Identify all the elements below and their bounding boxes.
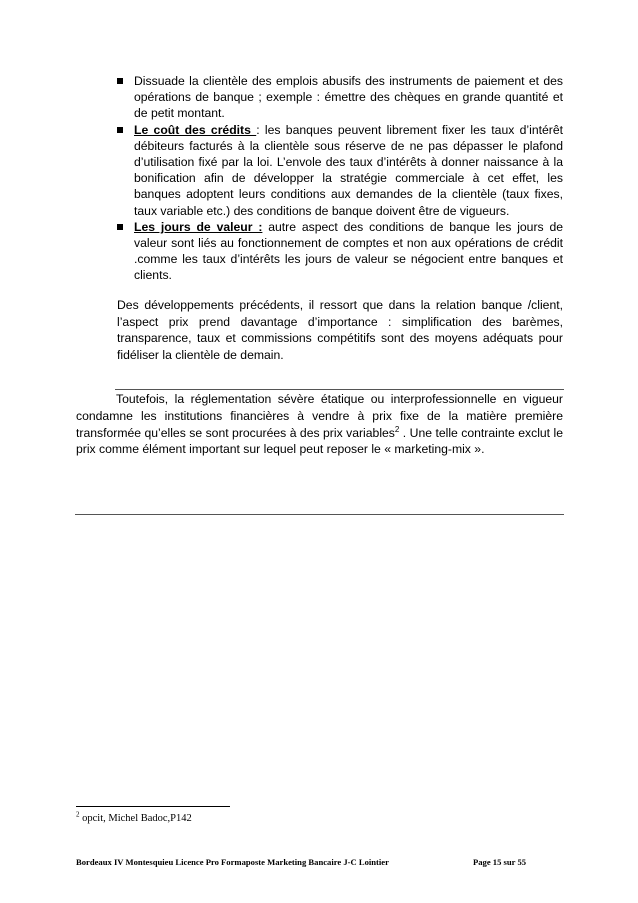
footnote-number: 2 — [76, 810, 80, 819]
paragraph-toutefois — [76, 391, 563, 458]
footer-page-number: Page 15 sur 55 — [473, 857, 527, 867]
footnote-separator — [76, 806, 230, 807]
bullet-item-jours-valeur — [117, 219, 563, 284]
bullet-text: Dissuade la clientèle des emplois abusifs des instruments de paiement et des opérations de banque ; exemple : émettre des chèques en grande quantité et de petit montant. — [134, 74, 563, 121]
bullet-item-dissuade — [117, 73, 563, 122]
footer-course-info: Bordeaux IV Montesquieu Licence Pro Formaposte Marketing Bancaire J-C Lointier — [76, 857, 389, 867]
paragraph-developpements: Des développements précédents, il ressort que dans la relation banque /client, l’aspect prix prend davantage d’importance : simplification des barèmes, transparence, taux et commissions compétitifs sont des moyens adéquats pour fidéliser la clientèle de demain. — [117, 298, 563, 362]
square-bullet-icon — [117, 78, 123, 84]
bullet-text: : les banques peuvent librement fixer les taux d’intérêt débiteurs facturés à la clientèle sous réserve de ne pas dépasser le plafond d’utilisation fixé par la loi. L’envole des taux d’intérêts à donner naissance à la bonification afin de développer la stratégie commerciale à cet effet, les banques adoptent leurs conditions aux demandes de la clientèle (taux fixes, taux variable etc.) des conditions de banque doivent être de vigueurs. — [134, 122, 563, 218]
divider-line — [75, 514, 564, 515]
bullet-lead: Le coût des crédits — [134, 122, 257, 137]
bullet-list — [117, 73, 563, 284]
divider-line — [115, 389, 564, 390]
paragraph-text: . Une telle contrainte exclut le prix comme élément important sur lequel peut reposer le « marketing-mix ». — [76, 425, 564, 457]
footnote — [76, 812, 192, 825]
square-bullet-icon — [117, 224, 123, 230]
bullet-lead: Les jours de valeur : — [134, 219, 263, 234]
paragraph-text: Toutefois, la réglementation sévère étatique ou interprofessionnelle en vigueur condamne les institutions financières à vendre à prix fixe de la matière première transformée qu’elles se sont procurées à des prix variables — [76, 392, 563, 440]
bullet-text: autre aspect des conditions de banque les jours de valeur sont liés au fonctionnement de comptes et non aux opérations de crédit .comme les taux d’intérêts les jours de valeur se négocient entre banques et clients. — [134, 219, 564, 283]
footnote-text: opcit, Michel Badoc,P142 — [79, 813, 192, 824]
bullet-item-cout-credits — [117, 122, 563, 219]
footnote-reference[interactable]: 2 — [394, 424, 400, 434]
square-bullet-icon — [117, 127, 123, 133]
